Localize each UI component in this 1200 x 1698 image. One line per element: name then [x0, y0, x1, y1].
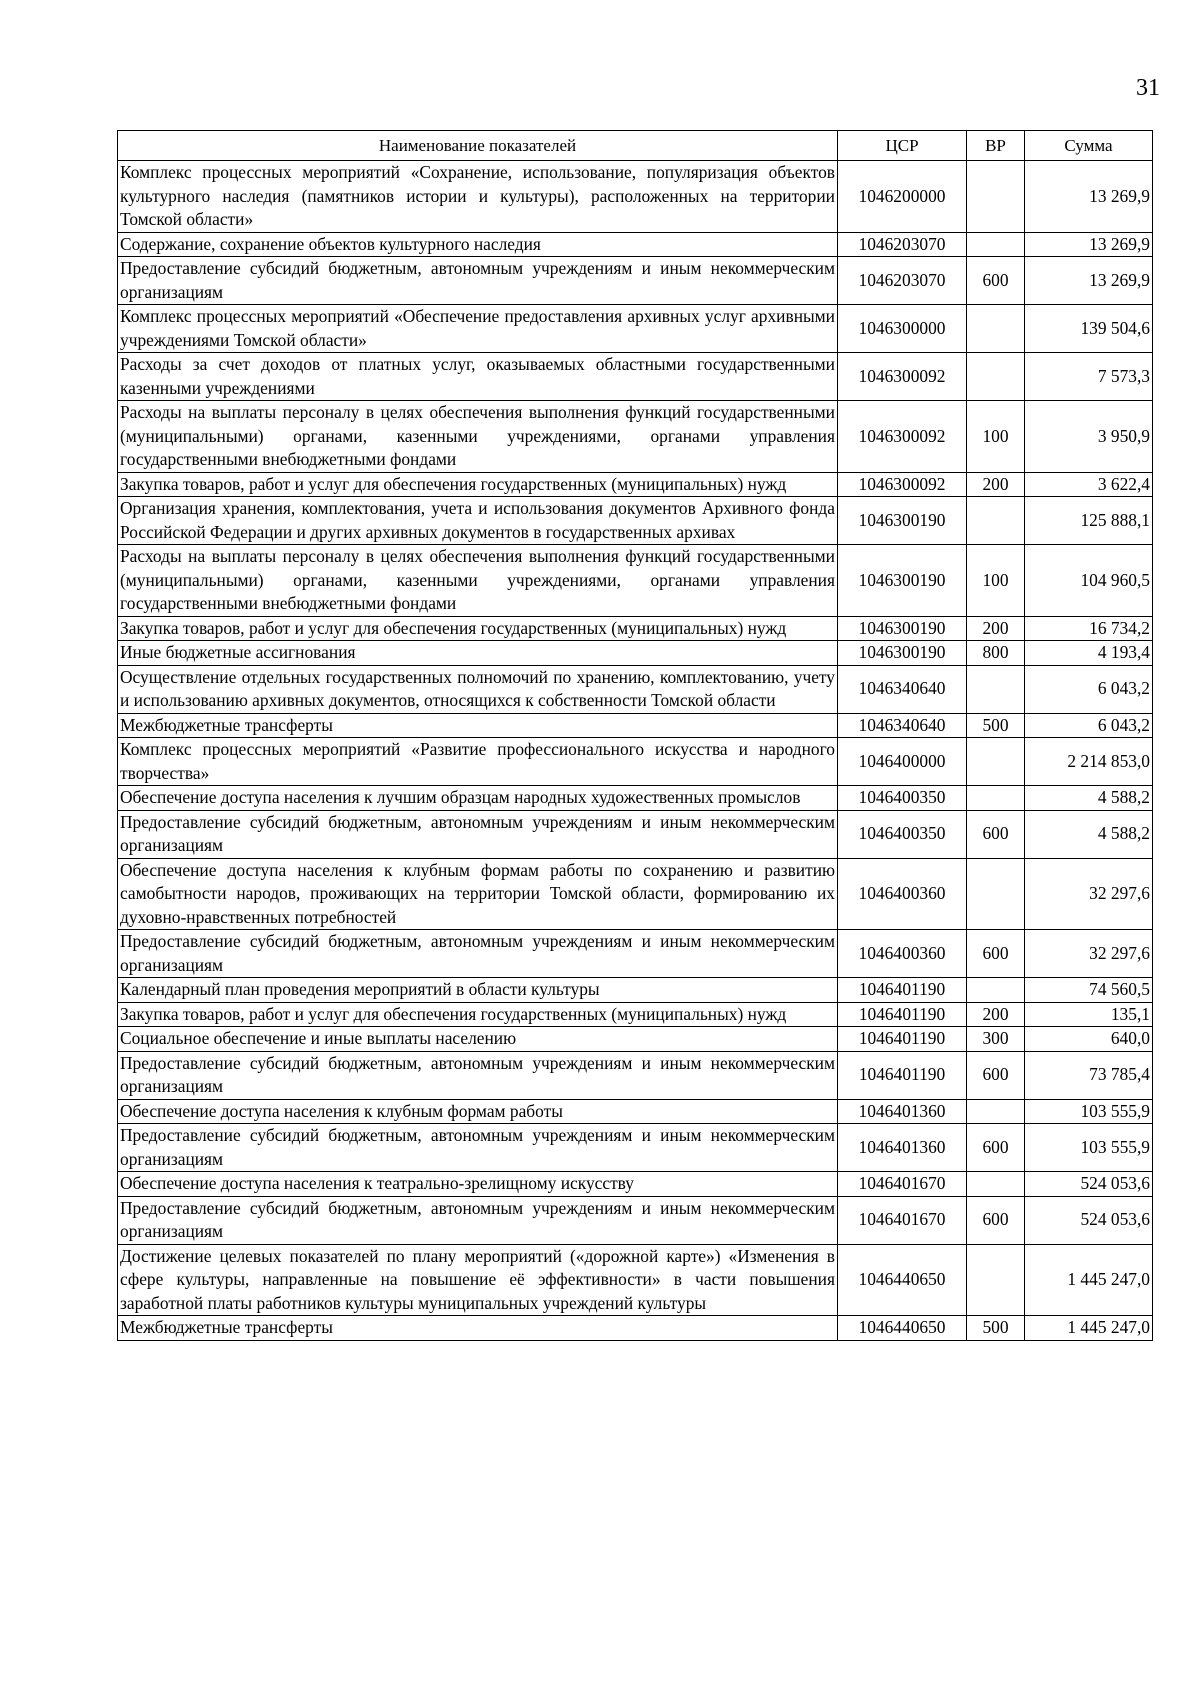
table-row	[118, 786, 1153, 811]
cell-name: Расходы на выплаты персоналу в целях обеспечения выполнения функций государственными (муниципальными) органами, казенными учреждениями, органами управления государственными внебюджетными фондами	[118, 545, 838, 617]
table-row	[118, 1244, 1153, 1316]
cell-sum: 640,0	[1025, 1027, 1153, 1052]
cell-vr: 600	[967, 257, 1025, 305]
cell-sum: 1 445 247,0	[1025, 1244, 1153, 1316]
table-row	[118, 1124, 1153, 1172]
cell-csr: 1046300190	[838, 641, 967, 666]
cell-name: Обеспечение доступа населения к клубным формам работы по сохранению и развитию самобытности народов, проживающих на территории Томской области, формированию их духовно-нравственных потребностей	[118, 858, 838, 930]
cell-vr	[967, 161, 1025, 233]
cell-csr: 1046300190	[838, 545, 967, 617]
cell-sum: 524 053,6	[1025, 1196, 1153, 1244]
cell-csr: 1046300092	[838, 353, 967, 401]
table-row	[118, 545, 1153, 617]
cell-vr	[967, 858, 1025, 930]
cell-csr: 1046400350	[838, 810, 967, 858]
table-row	[118, 1051, 1153, 1099]
cell-sum: 4 193,4	[1025, 641, 1153, 666]
cell-sum: 3 950,9	[1025, 401, 1153, 473]
cell-vr: 200	[967, 616, 1025, 641]
cell-sum: 139 504,6	[1025, 305, 1153, 353]
cell-vr: 800	[967, 641, 1025, 666]
cell-name: Комплекс процессных мероприятий «Сохранение, использование, популяризация объектов культурного наследия (памятников истории и культуры), расположенных на территории Томской области»	[118, 161, 838, 233]
cell-name: Достижение целевых показателей по плану мероприятий («дорожной карте») «Изменения в сфере культуры, направленные на повышение её эффективности» в части повышения заработной платы работников культуры муниципальных учреждений культуры	[118, 1244, 838, 1316]
table-row	[118, 257, 1153, 305]
table-header-row	[118, 131, 1153, 161]
cell-vr: 200	[967, 472, 1025, 497]
cell-name: Предоставление субсидий бюджетным, автономным учреждениям и иным некоммерческим организациям	[118, 810, 838, 858]
cell-name: Предоставление субсидий бюджетным, автономным учреждениям и иным некоммерческим организациям	[118, 1196, 838, 1244]
cell-name: Предоставление субсидий бюджетным, автономным учреждениям и иным некоммерческим организациям	[118, 257, 838, 305]
cell-vr: 500	[967, 713, 1025, 738]
cell-csr: 1046400000	[838, 738, 967, 786]
table-row	[118, 305, 1153, 353]
table-row	[118, 930, 1153, 978]
cell-vr	[967, 1099, 1025, 1124]
table-row	[118, 1099, 1153, 1124]
header-csr: ЦСР	[838, 131, 967, 161]
table-row	[118, 858, 1153, 930]
table-row	[118, 497, 1153, 545]
cell-sum: 1 445 247,0	[1025, 1316, 1153, 1341]
cell-name: Межбюджетные трансферты	[118, 1316, 838, 1341]
cell-vr: 100	[967, 401, 1025, 473]
cell-name: Комплекс процессных мероприятий «Развитие профессионального искусства и народного творчества»	[118, 738, 838, 786]
table-row	[118, 616, 1153, 641]
table-row	[118, 1172, 1153, 1197]
cell-csr: 1046400360	[838, 930, 967, 978]
cell-sum: 13 269,9	[1025, 257, 1153, 305]
cell-name: Обеспечение доступа населения к лучшим образцам народных художественных промыслов	[118, 786, 838, 811]
cell-csr: 1046300190	[838, 616, 967, 641]
cell-name: Осуществление отдельных государственных полномочий по хранению, комплектованию, учету и использованию архивных документов, относящихся к собственности Томской области	[118, 665, 838, 713]
cell-sum: 32 297,6	[1025, 930, 1153, 978]
table-row	[118, 232, 1153, 257]
table-row	[118, 1027, 1153, 1052]
cell-name: Обеспечение доступа населения к клубным формам работы	[118, 1099, 838, 1124]
cell-csr: 1046440650	[838, 1244, 967, 1316]
cell-sum: 3 622,4	[1025, 472, 1153, 497]
header-vr: ВР	[967, 131, 1025, 161]
cell-csr: 1046401190	[838, 1002, 967, 1027]
cell-vr	[967, 1172, 1025, 1197]
cell-csr: 1046401190	[838, 1027, 967, 1052]
cell-name: Закупка товаров, работ и услуг для обеспечения государственных (муниципальных) нужд	[118, 616, 838, 641]
cell-name: Организация хранения, комплектования, учета и использования документов Архивного фонда Российской Федерации и других архивных документов в государственных архивах	[118, 497, 838, 545]
cell-vr	[967, 1244, 1025, 1316]
cell-vr: 200	[967, 1002, 1025, 1027]
cell-name: Предоставление субсидий бюджетным, автономным учреждениям и иным некоммерческим организациям	[118, 930, 838, 978]
cell-vr	[967, 232, 1025, 257]
cell-csr: 1046401190	[838, 1051, 967, 1099]
cell-name: Предоставление субсидий бюджетным, автономным учреждениям и иным некоммерческим организациям	[118, 1124, 838, 1172]
cell-name: Расходы на выплаты персоналу в целях обеспечения выполнения функций государственными (муниципальными) органами, казенными учреждениями, органами управления государственными внебюджетными фондами	[118, 401, 838, 473]
cell-csr: 1046440650	[838, 1316, 967, 1341]
table-row	[118, 472, 1153, 497]
cell-name: Предоставление субсидий бюджетным, автономным учреждениям и иным некоммерческим организациям	[118, 1051, 838, 1099]
cell-csr: 1046300000	[838, 305, 967, 353]
cell-name: Расходы за счет доходов от платных услуг, оказываемых областными государственными казенными учреждениями	[118, 353, 838, 401]
cell-sum: 13 269,9	[1025, 161, 1153, 233]
table-row	[118, 713, 1153, 738]
cell-csr: 1046203070	[838, 257, 967, 305]
cell-csr: 1046400360	[838, 858, 967, 930]
cell-vr: 100	[967, 545, 1025, 617]
cell-csr: 1046401360	[838, 1124, 967, 1172]
cell-vr	[967, 786, 1025, 811]
header-name: Наименование показателей	[118, 131, 838, 161]
cell-csr: 1046401670	[838, 1196, 967, 1244]
cell-csr: 1046300092	[838, 401, 967, 473]
cell-sum: 125 888,1	[1025, 497, 1153, 545]
cell-sum: 32 297,6	[1025, 858, 1153, 930]
cell-vr	[967, 665, 1025, 713]
table-row	[118, 161, 1153, 233]
cell-csr: 1046300190	[838, 497, 967, 545]
cell-csr: 1046400350	[838, 786, 967, 811]
table-row	[118, 665, 1153, 713]
cell-name: Календарный план проведения мероприятий в области культуры	[118, 978, 838, 1003]
cell-sum: 2 214 853,0	[1025, 738, 1153, 786]
cell-vr	[967, 305, 1025, 353]
header-sum: Сумма	[1025, 131, 1153, 161]
cell-csr: 1046203070	[838, 232, 967, 257]
cell-vr	[967, 497, 1025, 545]
cell-sum: 13 269,9	[1025, 232, 1153, 257]
cell-sum: 73 785,4	[1025, 1051, 1153, 1099]
table-row	[118, 978, 1153, 1003]
table-row	[118, 641, 1153, 666]
cell-csr: 1046401670	[838, 1172, 967, 1197]
cell-sum: 74 560,5	[1025, 978, 1153, 1003]
cell-vr: 600	[967, 1124, 1025, 1172]
cell-sum: 135,1	[1025, 1002, 1153, 1027]
cell-name: Обеспечение доступа населения к театрально-зрелищному искусству	[118, 1172, 838, 1197]
cell-sum: 4 588,2	[1025, 810, 1153, 858]
cell-vr	[967, 738, 1025, 786]
cell-csr: 1046200000	[838, 161, 967, 233]
cell-vr	[967, 353, 1025, 401]
cell-vr: 600	[967, 1196, 1025, 1244]
cell-sum: 104 960,5	[1025, 545, 1153, 617]
table-row	[118, 738, 1153, 786]
cell-sum: 524 053,6	[1025, 1172, 1153, 1197]
cell-name: Комплекс процессных мероприятий «Обеспечение предоставления архивных услуг архивными учреждениями Томской области»	[118, 305, 838, 353]
cell-csr: 1046340640	[838, 665, 967, 713]
cell-vr: 300	[967, 1027, 1025, 1052]
cell-sum: 103 555,9	[1025, 1124, 1153, 1172]
cell-sum: 7 573,3	[1025, 353, 1153, 401]
cell-sum: 103 555,9	[1025, 1099, 1153, 1124]
cell-name: Закупка товаров, работ и услуг для обеспечения государственных (муниципальных) нужд	[118, 472, 838, 497]
table-row	[118, 353, 1153, 401]
cell-csr: 1046401190	[838, 978, 967, 1003]
cell-sum: 6 043,2	[1025, 665, 1153, 713]
cell-csr: 1046340640	[838, 713, 967, 738]
cell-vr: 600	[967, 810, 1025, 858]
cell-sum: 6 043,2	[1025, 713, 1153, 738]
page-number: 31	[1136, 75, 1160, 101]
cell-vr: 600	[967, 1051, 1025, 1099]
cell-csr: 1046401360	[838, 1099, 967, 1124]
cell-csr: 1046300092	[838, 472, 967, 497]
cell-name: Социальное обеспечение и иные выплаты населению	[118, 1027, 838, 1052]
table-row	[118, 1316, 1153, 1341]
cell-vr: 500	[967, 1316, 1025, 1341]
cell-sum: 4 588,2	[1025, 786, 1153, 811]
table-row	[118, 1002, 1153, 1027]
cell-sum: 16 734,2	[1025, 616, 1153, 641]
budget-table	[117, 130, 1153, 1341]
cell-vr	[967, 978, 1025, 1003]
cell-name: Межбюджетные трансферты	[118, 713, 838, 738]
cell-name: Закупка товаров, работ и услуг для обеспечения государственных (муниципальных) нужд	[118, 1002, 838, 1027]
cell-name: Иные бюджетные ассигнования	[118, 641, 838, 666]
table-row	[118, 810, 1153, 858]
cell-name: Содержание, сохранение объектов культурного наследия	[118, 232, 838, 257]
table-row	[118, 1196, 1153, 1244]
table-body	[118, 161, 1153, 1341]
table-row	[118, 401, 1153, 473]
cell-vr: 600	[967, 930, 1025, 978]
